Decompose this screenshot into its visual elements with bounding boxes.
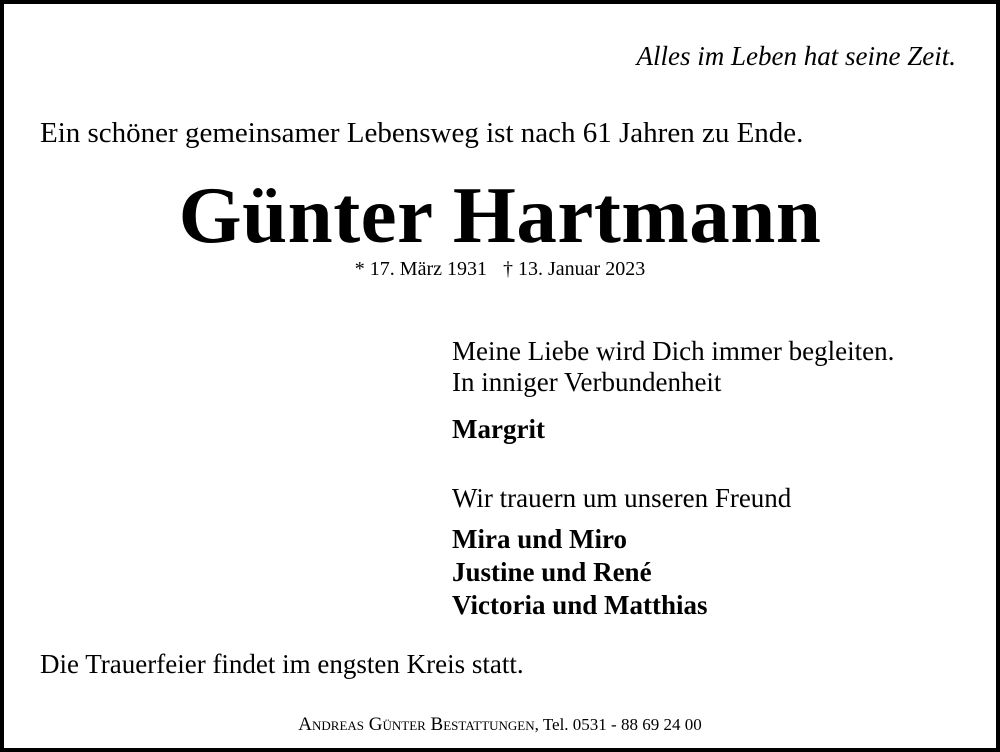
friend-name: Mira und Miro bbox=[452, 524, 627, 554]
friend-name: Justine und René bbox=[452, 557, 652, 587]
birth-date: * 17. März 1931 bbox=[354, 258, 487, 280]
message-line-2: In inniger Verbundenheit bbox=[452, 367, 722, 397]
footer bbox=[4, 714, 996, 736]
intro-text: Ein schöner gemeinsamer Lebensweg ist nach 61 Jahren zu Ende. bbox=[40, 117, 804, 149]
message-block bbox=[452, 336, 894, 398]
message-line-1: Meine Liebe wird Dich immer begleiten. bbox=[452, 336, 895, 366]
death-date: † 13. Januar 2023 bbox=[503, 258, 646, 280]
life-dates bbox=[4, 258, 996, 281]
friends-list bbox=[452, 523, 708, 622]
closing-text: Die Trauerfeier findet im engsten Kreis statt. bbox=[40, 649, 524, 679]
signer-name: Margrit bbox=[452, 414, 545, 444]
friend-name: Victoria und Matthias bbox=[452, 590, 708, 620]
motto: Alles im Leben hat seine Zeit. bbox=[636, 41, 956, 71]
funeral-home-phone: , Tel. 0531 - 88 69 24 00 bbox=[534, 715, 702, 734]
deceased-name: Günter Hartmann bbox=[178, 170, 822, 260]
friends-heading: Wir trauern um unseren Freund bbox=[452, 483, 792, 513]
funeral-home-name: Andreas Günter Bestattungen bbox=[298, 714, 535, 735]
